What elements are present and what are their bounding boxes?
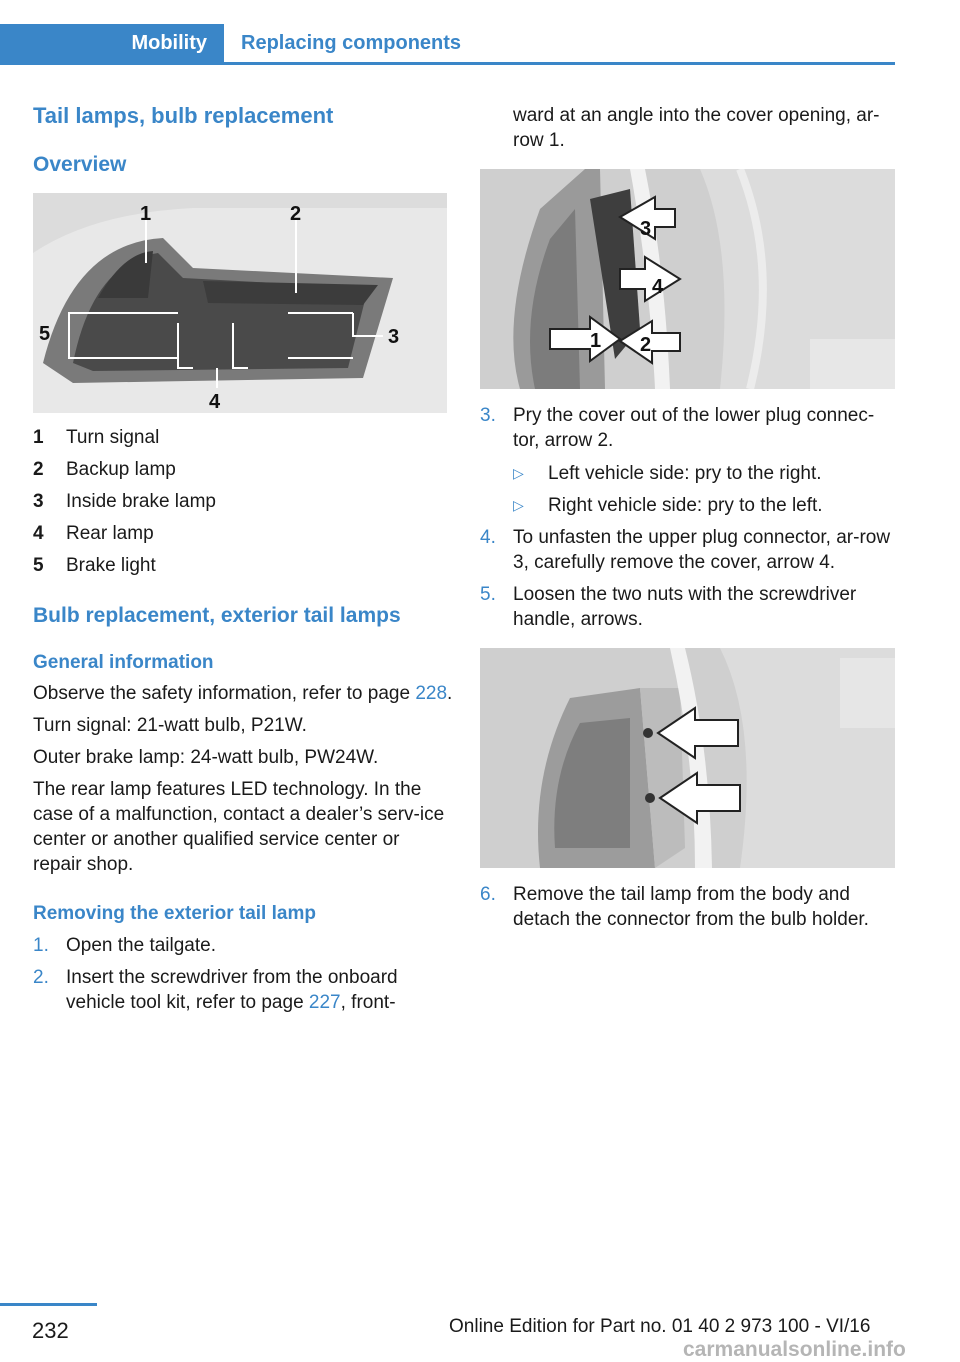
step-number: 4. [480, 527, 496, 548]
substep-text: Right vehicle side: pry to the left. [548, 495, 823, 516]
legend-item [33, 553, 453, 585]
page-number: 232 [32, 1318, 69, 1343]
legend-label: Turn signal [66, 427, 160, 448]
turn-signal-spec: Turn signal: 21-watt bulb, P21W. [33, 715, 307, 736]
substep-item [513, 493, 900, 518]
footer-accent-line [0, 1303, 97, 1306]
fig1-callout-5: 5 [39, 323, 51, 345]
tab-replacing-components-label: Replacing components [241, 32, 462, 54]
step-text: Loosen the two nuts with the screwdriver handle, arrows. [513, 584, 857, 630]
page-link-227[interactable]: 227 [308, 992, 341, 1013]
legend-label: Inside brake lamp [66, 491, 216, 512]
step-text: Remove the tail lamp from the body and detach the connector from the bulb holder. [513, 884, 869, 930]
legend-label: Backup lamp [66, 459, 176, 480]
step2-text-a: Insert the screwdriver from the onboard vehicle tool kit, refer to page [66, 967, 398, 1013]
step2-continuation: ward at an angle into the cover opening, ar-row 1. [513, 105, 880, 151]
fig2-callout-1: 1 [590, 330, 602, 352]
step-item [480, 882, 900, 932]
right-column [480, 103, 900, 932]
step-item [33, 933, 453, 958]
bulb-replacement-heading: Bulb replacement, exterior tail lamps [33, 604, 401, 627]
fig2-callout-2: 2 [640, 334, 652, 356]
tab-mobility[interactable] [0, 24, 224, 62]
tab-replacing-components[interactable] [241, 24, 461, 62]
nut-loosening-illustration [480, 648, 895, 868]
step-item [33, 965, 453, 1015]
substep-item [513, 461, 900, 486]
step-item [480, 403, 900, 453]
cover-removal-illustration [480, 169, 895, 389]
edition-text: Online Edition for Part no. 01 40 2 973 100 - VI/16 [449, 1316, 871, 1337]
legend-number: 5 [33, 555, 44, 576]
legend-item [33, 457, 453, 489]
removing-heading: Removing the exterior tail lamp [33, 903, 316, 924]
legend-number: 1 [33, 427, 44, 448]
step-number: 3. [480, 405, 496, 426]
led-paragraph: The rear lamp features LED technology. In the case of a malfunction, contact a dealer’s serv-ice center or another qualified service center or repair shop. [33, 779, 445, 875]
fig1-callout-1: 1 [140, 203, 152, 225]
legend-number: 2 [33, 459, 44, 480]
header-tab-bar [0, 24, 895, 65]
step-number: 6. [480, 884, 496, 905]
watermark: carmanualsonline.info [683, 1338, 906, 1361]
page-link-228[interactable]: 228 [415, 683, 448, 704]
tab-mobility-label: Mobility [131, 31, 207, 54]
overview-heading: Overview [33, 153, 127, 176]
left-column [33, 103, 453, 1015]
fig1-callout-4: 4 [209, 391, 221, 413]
step-item [480, 525, 900, 575]
nut-loosening-figure [480, 648, 895, 868]
step-text [66, 965, 453, 1015]
triangle-bullet-icon: ▷ [513, 465, 524, 481]
legend-item [33, 425, 453, 457]
brake-lamp-spec: Outer brake lamp: 24-watt bulb, PW24W. [33, 747, 379, 768]
legend-label: Rear lamp [66, 523, 154, 544]
step-text: Pry the cover out of the lower plug connec-tor, arrow 2. [513, 405, 875, 451]
safety-paragraph: Observe the safety information, refer to page 228. [33, 683, 453, 704]
general-information-heading: General information [33, 652, 214, 673]
step2-text-b: , front- [340, 992, 396, 1013]
overview-legend [33, 425, 453, 585]
fig1-callout-2: 2 [290, 203, 302, 225]
step-number: 5. [480, 584, 496, 605]
cover-removal-figure [480, 169, 895, 389]
fig2-callout-4: 4 [652, 276, 664, 298]
legend-label: Brake light [66, 555, 156, 576]
tail-lamp-illustration [33, 193, 447, 413]
step-text: To unfasten the upper plug connector, ar-row 3, carefully remove the cover, arrow 4. [513, 527, 891, 573]
step-number: 1. [33, 935, 49, 956]
step-number: 2. [33, 967, 49, 988]
fig2-callout-3: 3 [640, 218, 652, 240]
step-text: Open the tailgate. [66, 935, 216, 956]
legend-item [33, 521, 453, 553]
substep-text: Left vehicle side: pry to the right. [548, 463, 822, 484]
tail-lamp-overview-figure [33, 193, 447, 413]
safety-text: Observe the safety information, refer to page [33, 683, 411, 704]
legend-number: 3 [33, 491, 44, 512]
legend-item [33, 489, 453, 521]
step-item [480, 582, 900, 632]
legend-number: 4 [33, 523, 44, 544]
fig1-callout-3: 3 [388, 326, 400, 348]
triangle-bullet-icon: ▷ [513, 497, 524, 513]
section-title-tail-lamps: Tail lamps, bulb replacement [33, 103, 334, 128]
